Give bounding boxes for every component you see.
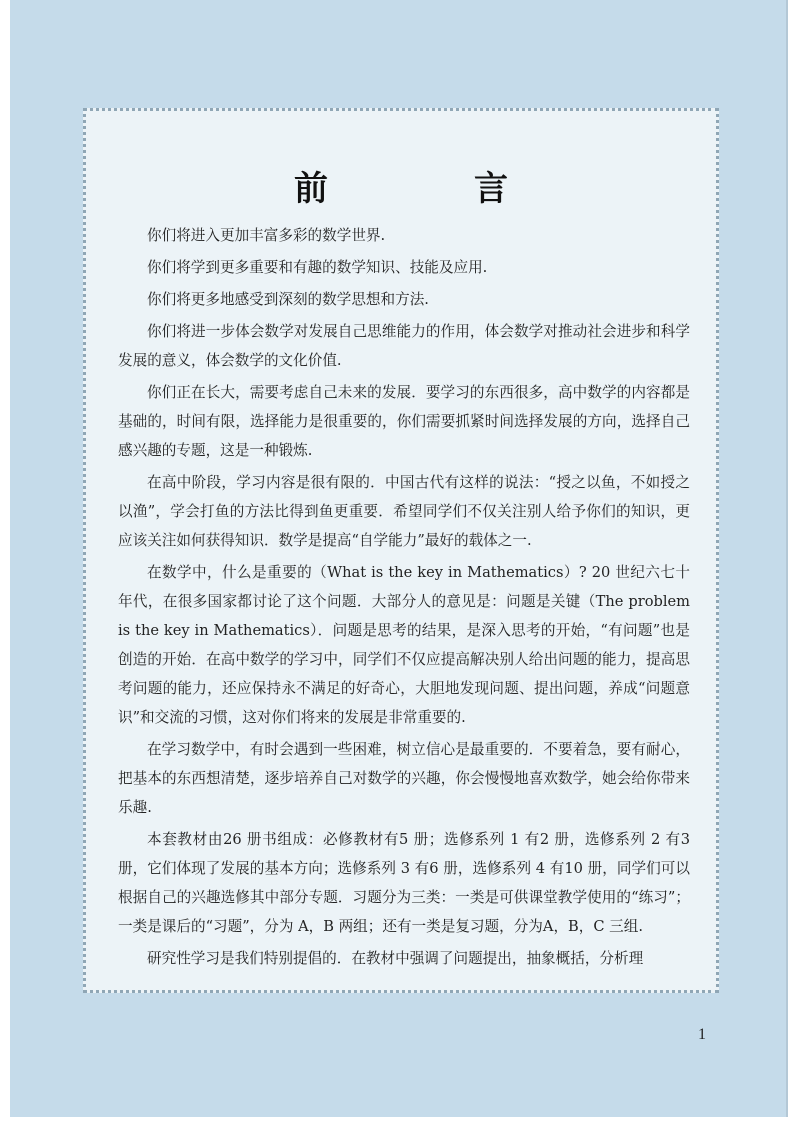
paragraph: 你们将进一步体会数学对发展自己思维能力的作用，体会数学对推动社会进步和科学发展的意义，体会数学的文化价值. — [118, 323, 690, 369]
paragraph: 你们将学到更多重要和有趣的数学知识、技能及应用. — [147, 259, 488, 276]
paragraph: 你们正在长大，需要考虑自己未来的发展．要学习的东西很多，高中数学的内容都是基础的，时间有限，选择能力是很重要的，你们需要抓紧时间选择发展的方向，选择自己感兴趣的专题，这是一种锻炼. — [118, 384, 690, 459]
page-background — [10, 0, 788, 1117]
paragraph: 在高中阶段，学习内容是很有限的．中国古代有这样的说法：“授之以鱼，不如授之以渔”，学会打鱼的方法比得到鱼更重要．希望同学们不仅关注别人给予你们的知识，更应该关注如何获得知识．数学是提高“自学能力”最好的载体之一. — [118, 474, 690, 549]
page-title: 前 言 — [294, 169, 564, 209]
paragraph: 在学习数学中，有时会遇到一些困难，树立信心是最重要的．不要着急，要有耐心，把基本的东西想清楚，逐步培养自己对数学的兴趣，你会慢慢地喜欢数学，她会给你带来乐趣. — [118, 741, 690, 816]
paragraph: 你们将进入更加丰富多彩的数学世界. — [147, 227, 386, 244]
paragraph: 你们将更多地感受到深刻的数学思想和方法. — [147, 291, 429, 308]
page-number: 1 — [698, 1026, 706, 1043]
preface-body — [118, 221, 690, 976]
paragraph: 在数学中，什么是重要的（What is the key in Mathematics）? 20 世纪六七十年代，在很多国家都讨论了这个问题．大部分人的意见是：问题是关键（The problem is the key in Mathematics）．问题是思考的结果，是深入思考的开始，“有问题”也是创造的开始．在高中数学的学习中，同学们不仅应提高解决别人给出问题的能力，提高思考问题的能力，还应保持永不满足的好奇心，大胆地发现问题、提出问题，养成“问题意识”和交流的习惯，这对你们将来的发展是非常重要的. — [118, 564, 690, 726]
paragraph: 本套教材由26 册书组成：必修教材有5 册；选修系列 1 有2 册，选修系列 2 有3 册，它们体现了发展的基本方向；选修系列 3 有6 册，选修系列 4 有10 册，同学们可以根据自己的兴趣选修其中部分专题．习题分为三类：一类是可供课堂教学使用的“练习”；一类是课后的“习题”，分为 A，B 两组；还有一类是复习题，分为A，B，C 三组. — [118, 831, 690, 935]
preface-panel — [83, 108, 719, 993]
paragraph: 研究性学习是我们特别提倡的．在教材中强调了问题提出，抽象概括，分析理 — [147, 950, 644, 967]
